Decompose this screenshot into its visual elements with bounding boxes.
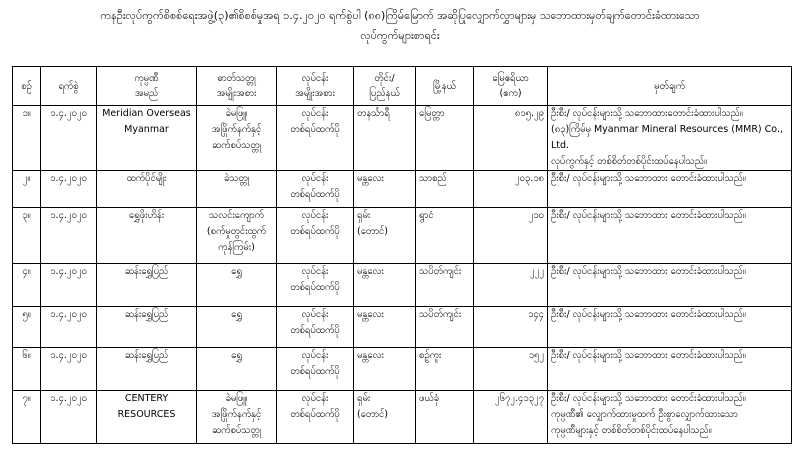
cell-region (354, 348, 416, 391)
cell-region-line: မန္တလေး (357, 350, 384, 361)
cell-no: ၁။ (13, 106, 41, 171)
cell-mineral-line: ဆက်စပ်သတ္တု (211, 140, 262, 151)
header-area: မြေဧရိယာ (ဧက) (474, 67, 548, 106)
cell-remark-line: (၈၃)ကြိမ်မှ Myanmar Mineral Resources (MMR) Co., Ltd. (551, 124, 783, 151)
header-company: ကုမ္ပဏီ အမည် (97, 67, 197, 106)
cell-date: ၁.၄.၂၀၂၀ (41, 348, 97, 391)
cell-mineral (197, 391, 277, 444)
cell-mineral-line: (စက်မှုတွင်းထွက် (206, 226, 267, 237)
cell-region-line: ရှမ်း (357, 393, 371, 404)
cell-township: သာစည် (416, 171, 474, 208)
cell-remark (548, 264, 792, 307)
cell-remark-line: ဦးစီး/ လုပ်ငန်းများသို့ သဘောထား တောင်းခံထားပါသည်။ (551, 309, 746, 320)
cell-operation-line: လုပ်ငန်း (301, 108, 329, 119)
cell-remark (548, 348, 792, 391)
table-row (13, 264, 792, 307)
cell-operation-line: တစ်ရပ်ထက်ပို (290, 189, 340, 200)
cell-company-line: ရွှေဖိုးဟိန်း (128, 210, 165, 221)
cell-operation-line: လုပ်ငန်း (301, 350, 329, 361)
cell-region-line: မန္တလေး (357, 266, 384, 277)
cell-remark-line: ကုမ္ပဏီများနှင့် တစ်စိတ်တစ်ပိုင်းထပ်နေပါသည်။ (551, 425, 712, 436)
cell-mineral-line: ရွှေ (231, 266, 242, 277)
cell-operation-line: လုပ်ငန်း (301, 266, 329, 277)
table-row (13, 171, 792, 208)
cell-remark (548, 391, 792, 444)
cell-date: ၁.၄.၂၀၂၀ (41, 391, 97, 444)
header-mineral: ဓာတ်သတ္တု အမျိုးအစား (197, 67, 277, 106)
table-row (13, 391, 792, 444)
table-row (13, 208, 792, 264)
cell-date: ၁.၄.၂၀၂၀ (41, 106, 97, 171)
cell-region-line: မန္တလေး (357, 309, 384, 320)
cell-region-line: (တောင်) (357, 226, 388, 237)
cell-region (354, 264, 416, 307)
table-header-row (13, 67, 792, 106)
cell-township: စဉ့်ကူး (416, 348, 474, 391)
cell-no: ၆။ (13, 348, 41, 391)
cell-region (354, 307, 416, 348)
cell-area: ၈၁၅.၂၉ (474, 106, 548, 171)
cell-company-line: ထက်ပိုင်မျိုး (126, 173, 167, 184)
cell-company-line: CENTERY (124, 393, 169, 404)
cell-remark (548, 106, 792, 171)
table-row (13, 348, 792, 391)
cell-remark-line: လုပ်ကွက်နှင့် တစ်စိတ်တစ်ပိုင်းထပ်နေပါသည်။ (551, 156, 707, 167)
header-no: စဉ် (13, 67, 41, 106)
license-table (12, 66, 792, 444)
cell-operation-line: လုပ်ငန်း (301, 210, 329, 221)
cell-region-line: ရှမ်း (357, 210, 371, 221)
cell-area: ၂၀၃.၁၈ (474, 171, 548, 208)
cell-operation (277, 208, 354, 264)
cell-operation (277, 391, 354, 444)
cell-operation-line: တစ်ရပ်ထက်ပို (290, 282, 340, 293)
table-row (13, 106, 792, 171)
cell-remark-line: ဦးစီး/ လုပ်ငန်းများသို့ သဘောထား တောင်းခံထားပါသည်။ (551, 350, 746, 361)
header-date: ရက်စွဲ (41, 67, 97, 106)
cell-remark-line: ဦးစီး/ လုပ်ငန်းများသို့ သဘောထားတောင်းခံထားပါသည်။ (551, 108, 743, 119)
cell-remark-line: ကုမ္ပဏီ၏ လျှောက်ထားမှုထက် ဦးစွာလျှောက်ထားသော (551, 409, 738, 420)
cell-township: ရွာငံ (416, 208, 474, 264)
cell-operation-line: လုပ်ငန်း (301, 393, 329, 404)
cell-date: ၁.၄.၂၀၂၀ (41, 264, 97, 307)
header-region: တိုင်း/ ပြည်နယ် (354, 67, 416, 106)
cell-operation-line: တစ်ရပ်ထက်ပို (290, 226, 340, 237)
cell-company (97, 264, 197, 307)
cell-date: ၁.၄.၂၀၂၀ (41, 307, 97, 348)
cell-area: ၂၁၀ (474, 208, 548, 264)
cell-company (97, 208, 197, 264)
cell-company (97, 348, 197, 391)
cell-mineral (197, 264, 277, 307)
cell-mineral-line: ရွှေ (231, 350, 242, 361)
title-line-2: လုပ်ကွက်များစာရင်း (360, 29, 440, 42)
cell-no: ၃။ (13, 208, 41, 264)
cell-no: ၄။ (13, 264, 41, 307)
cell-area: ၁၅၂ (474, 348, 548, 391)
cell-remark (548, 307, 792, 348)
cell-remark-line: ဦးစီး/ လုပ်ငန်းများသို့ သဘောထား တောင်းခံထားပါသည်။ (551, 210, 746, 221)
cell-remark (548, 171, 792, 208)
cell-operation (277, 307, 354, 348)
cell-area: ၁၄၄ (474, 307, 548, 348)
document-title (0, 6, 800, 46)
header-operation: လုပ်ငန်း အမျိုးအစား (277, 67, 354, 106)
cell-region (354, 391, 416, 444)
cell-operation (277, 264, 354, 307)
cell-operation (277, 171, 354, 208)
header-township: မြို့နယ် (416, 67, 474, 106)
cell-mineral-line: ကုန်ကြမ်း) (218, 242, 255, 253)
cell-remark (548, 208, 792, 264)
cell-mineral (197, 171, 277, 208)
table-row (13, 307, 792, 348)
title-line-1: ကနဦးလုပ်ကွက်စိစစ်ရေးအဖွဲ့(၃)၏စိစစ်မှုအရ ၁.၄.၂၀၂၀ ရက်စွဲပါ (၈၈)ကြိမ်မြောက် အဆိုပြုလျှောက်လွှာများမှ သဘောထားမှတ်ချက်တောင်းခံထားသော (100, 9, 700, 22)
cell-region-line: တနင်္သာရီ (357, 108, 390, 119)
cell-mineral-line: ခဲမဖြူ၊ (225, 108, 248, 119)
cell-operation-line: တစ်ရပ်ထက်ပို (290, 325, 340, 336)
cell-operation-line: တစ်ရပ်ထက်ပို (290, 124, 340, 135)
cell-operation-line: တစ်ရပ်ထက်ပို (290, 366, 340, 377)
cell-company-line: ဆန်းရွှေပြည် (124, 266, 169, 277)
cell-mineral-line: ဆက်စပ်သတ္တု (211, 425, 262, 436)
cell-township: သပိတ်ကျင်း (416, 264, 474, 307)
cell-township: မြေတ္တာ (416, 106, 474, 171)
cell-company (97, 171, 197, 208)
cell-company (97, 307, 197, 348)
cell-company-line: ဆန်းရွှေပြည် (124, 309, 169, 320)
cell-mineral-line: အဖြိုက်နက်နှင့် (211, 409, 262, 420)
cell-region (354, 208, 416, 264)
cell-township: ဖယ်ခုံ (416, 391, 474, 444)
cell-region (354, 106, 416, 171)
cell-mineral-line: ရွှေ (231, 309, 242, 320)
cell-company (97, 391, 197, 444)
cell-company-line: ဆန်းရွှေပြည် (124, 350, 169, 361)
cell-township: သပိတ်ကျင်း (416, 307, 474, 348)
cell-remark-line: ဦးစီး/ လုပ်ငန်းများသို့ သဘောထား တောင်းခံထားပါသည်။ (551, 393, 746, 404)
cell-no: ၇။ (13, 391, 41, 444)
cell-mineral (197, 106, 277, 171)
cell-mineral-line: ခဲသတ္တု (223, 173, 250, 184)
cell-date: ၁.၄.၂၀၂၀ (41, 171, 97, 208)
cell-no: ၅။ (13, 307, 41, 348)
cell-company-line: Meridian Overseas (102, 108, 191, 119)
cell-operation-line: တစ်ရပ်ထက်ပို (290, 409, 340, 420)
cell-date: ၁.၄.၂၀၂၀ (41, 208, 97, 264)
cell-mineral (197, 348, 277, 391)
cell-area: ၂၆၇၂.၄၁၃၂၇ (474, 391, 548, 444)
cell-mineral (197, 208, 277, 264)
cell-operation-line: လုပ်ငန်း (301, 173, 329, 184)
cell-no: ၂။ (13, 171, 41, 208)
cell-region (354, 171, 416, 208)
cell-remark-line: ဦးစီး/ လုပ်ငန်းများသို့ သဘောထား တောင်းခံထားပါသည်။ (551, 266, 746, 277)
cell-operation (277, 348, 354, 391)
cell-operation-line: လုပ်ငန်း (301, 309, 329, 320)
cell-area: ၂၂၂ (474, 264, 548, 307)
cell-company (97, 106, 197, 171)
cell-company-line: RESOURCES (117, 409, 176, 420)
cell-operation (277, 106, 354, 171)
cell-mineral-line: ခဲမဖြူ၊ (225, 393, 248, 404)
cell-mineral (197, 307, 277, 348)
cell-mineral-line: သလင်းကျောက် (209, 210, 264, 221)
cell-region-line: မန္တလေး (357, 173, 384, 184)
cell-mineral-line: အဖြိုက်နက်နှင့် (211, 124, 262, 135)
cell-remark-line: ဦးစီး/ လုပ်ငန်းများသို့ သဘောထား တောင်းခံထားပါသည်။ (551, 173, 746, 184)
cell-company-line: Myanmar (124, 124, 169, 135)
cell-region-line: (တောင်) (357, 409, 388, 420)
header-remark: မှတ်ချက် (548, 67, 792, 106)
